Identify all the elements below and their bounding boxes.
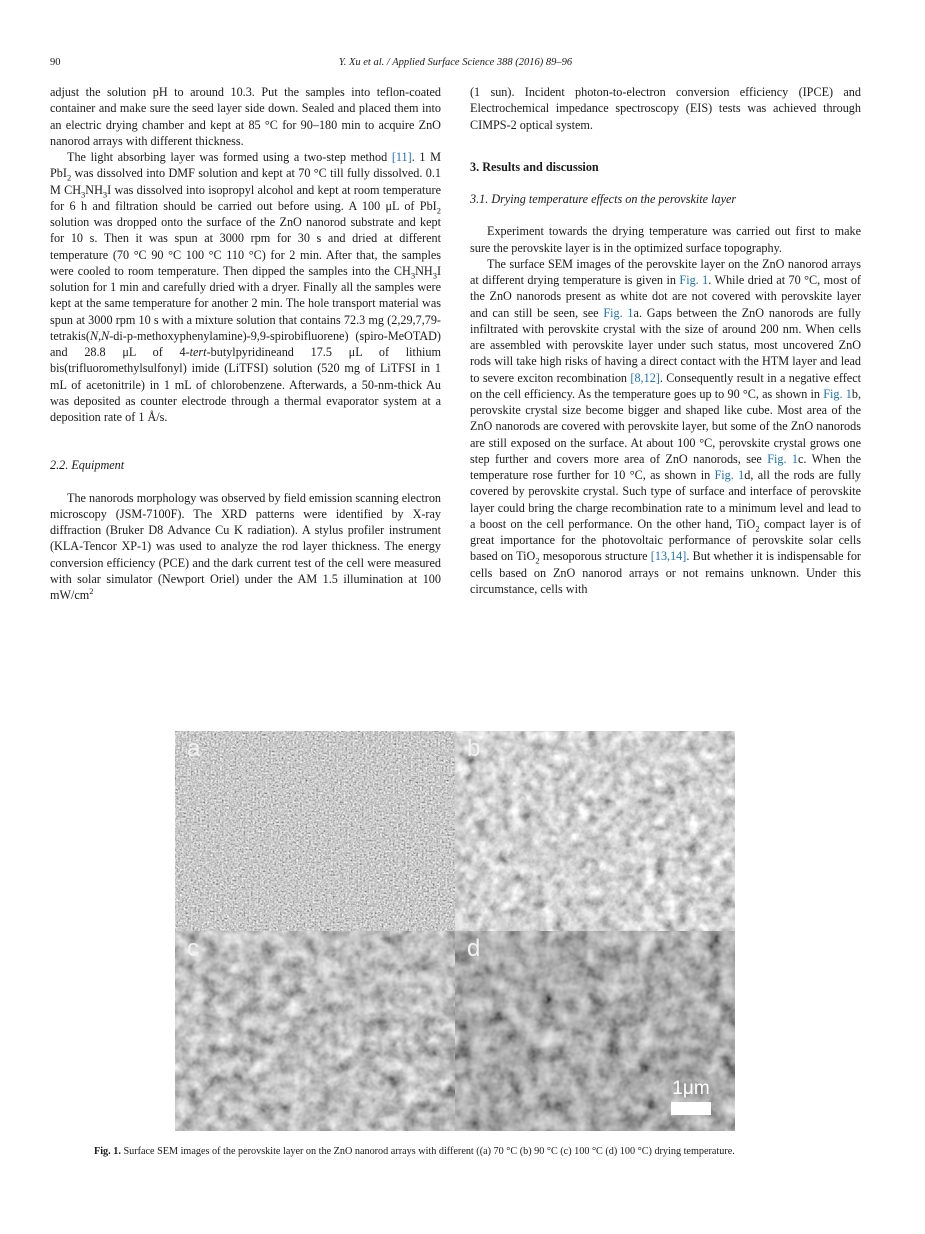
- figure-link[interactable]: Fig. 1: [679, 273, 709, 287]
- page-header: [50, 57, 861, 71]
- section-heading-results: 3. Results and discussion: [470, 159, 599, 174]
- left-column: [50, 84, 441, 603]
- sem-panel-b: [455, 731, 735, 931]
- figure-caption: [94, 1146, 854, 1157]
- panel-label: a: [187, 735, 201, 762]
- paragraph-sem-results: The surface SEM images of the perovskite layer on the ZnO nanorod arrays at different drying temperature is given in Fig. 1. While dried at 70 °C, most of the ZnO nanorods present as white dot are not covered with perovskite layer and can still be seen, see Fig. 1a. Gaps between the ZnO nanorods are fully infiltrated with perovskite crystal with the size of around 200 nm. When cells are assembled with perovskite layer under such status, most uncovered ZnO rods will take high risks of having a direct contact with the HTM layer and lead to severe exciton recombination [8,12]. Consequently result in a negative effect on the cell efficiency. As the temperature goes up to 90 °C, as shown in Fig. 1b, perovskite crystal size become bigger and shaped like cube. Most area of the ZnO nanorods are covered with perovskite layer, but some of the ZnO nanorods are still exposed on the surface. At about 100 °C, perovskite crystal grows one step further and covers more area of ZnO nanorods, see Fig. 1c. When the temperature rose further for 10 °C, as shown in Fig. 1d, all the rods are fully covered by perovskite crystal. Such type of surface and interface of perovskite layer could bring the charge recombination rate to a minimum level and lead to a boost on the cell performance. On the other hand, TiO$_2$ compact layer is of great importance for the photovoltaic performance of perovskite solar cells based on TiO$_2$ mesoporous structure [13,14]. But whether it is indispensable for cells based on ZnO nanorod arrays or not remains unknown. Under this circumstance, cells with: [470, 256, 862, 596]
- sem-panel-c: [175, 931, 455, 1131]
- citation-link[interactable]: [8,12]: [630, 370, 660, 385]
- scale-bar-label: 1μm: [672, 1078, 710, 1099]
- figure-link[interactable]: Fig. 1: [714, 468, 745, 482]
- figure-link[interactable]: Fig. 1: [603, 305, 634, 320]
- panel-label: c: [187, 935, 199, 962]
- caption-text: Surface SEM images of the perovskite layer on the ZnO nanorod arrays with different ((a) 70 °C (b) 90 °C (c) 100 °C (d) 100 °C) drying temperature.: [120, 1146, 735, 1157]
- page-number: 90: [50, 57, 61, 68]
- sem-figure: [175, 731, 735, 1131]
- caption-label: Fig. 1.: [94, 1146, 121, 1157]
- section-heading-equipment: 2.2. Equipment: [50, 458, 125, 473]
- figure-link[interactable]: Fig. 1: [767, 451, 798, 466]
- sem-panel-d: [455, 931, 735, 1131]
- paragraph-experiment: Experiment towards the drying temperature was carried out first to make sure the perovskite layer is in the optimized surface topography.: [470, 224, 861, 255]
- sem-image-a: [175, 731, 455, 931]
- paragraph-equipment: The nanorods morphology was observed by field emission scanning electron microscopy (JSM-7100F). The XRD patterns were identified by X-ray diffraction (Bruker D8 Advance Cu K radiation). A stylus profiler instrument (KLA-Tencor XP-1) was used to analyze the rod layer thickness. The energy conversion efficiency (PCE) and the dark current test of the cell were measured with solar simulator (Newport Oriel) under the AM 1.5 illumination at 100 $mW/cm^2$: [50, 490, 442, 602]
- paragraph-absorbing-layer: The light absorbing layer was formed using a two-step method [11]. 1 M PbI$_2$ was dissolved into DMF solution and kept at 70 °C till fully dissolved. 0.1 M $CH_3NH_3I$ was dissolved into isopropyl alcohol and kept at room temperature for 6 h and filtration should be carried out before using. A 100 μL of PbI$_2$ solution was dropped onto the surface of the ZnO nanorod substrate and kept for 10 s. Then it was spun at 3000 rpm for 30 s and dried at different temperature (70 °C 90 °C 100 °C 110 °C) for 2 min. After that, the samples were cooled to room temperature. Then dipped the samples into the $CH_3NH_3I$ solution for 1 min and carefully dried with a dryer. Finally all the samples were kept at the same temperature for another 2 min. The hole transport material was spun at 3000 rpm 10 s with a mixture solution that contains 72.3 mg (2,29,7,79-tetrakis(N,N-di-p-methoxyphenylamine)-9,9-spirobifluorene) (spiro-MeOTAD) and 28.8 μL of 4-tert-butylpyridineand 17.5 μL of lithium bis(trifluoromethylsulfonyl) imide (LiTFSI) solution (520 mg of LiTFSI in 1 mL of acetonitrile) in 1 mL of chlorobenzene. Afterwards, a 50-nm-thick Au was deposited as counter electrode through a thermal evaporator system at a deposition rate of 1 Å/s.: [50, 150, 441, 424]
- paragraph-hydrothermal: adjust the solution pH to around 10.3. Put the samples into teflon-coated container and make sure the seed layer side down. Sealed and placed them into an electric drying chamber and kept at 85 °C for 90–180 min to acquire ZnO nanorod arrays with different thickness.: [50, 85, 441, 148]
- sem-image-c: [175, 931, 455, 1131]
- sem-panel-a: [175, 731, 455, 931]
- citation-link[interactable]: [13,14]: [650, 549, 687, 564]
- running-head: Y. Xu et al. / Applied Surface Science 388 (2016) 89–96: [338, 57, 573, 68]
- citation-link[interactable]: [11]: [391, 150, 412, 164]
- section-heading-drying: 3.1. Drying temperature effects on the perovskite layer: [470, 192, 737, 206]
- scale-bar-line: [671, 1102, 711, 1115]
- panel-label: b: [467, 735, 481, 762]
- sem-image-b: [455, 731, 735, 931]
- figure-link[interactable]: Fig. 1: [823, 386, 852, 401]
- scale-bar: [669, 1078, 713, 1115]
- right-column: [470, 84, 861, 597]
- panel-label: d: [467, 935, 481, 962]
- paragraph-ipce: (1 sun). Incident photon-to-electron conversion efficiency (IPCE) and Electrochemical impedance spectroscopy (EIS) tests was achieved through CIMPS-2 optical system.: [470, 85, 861, 132]
